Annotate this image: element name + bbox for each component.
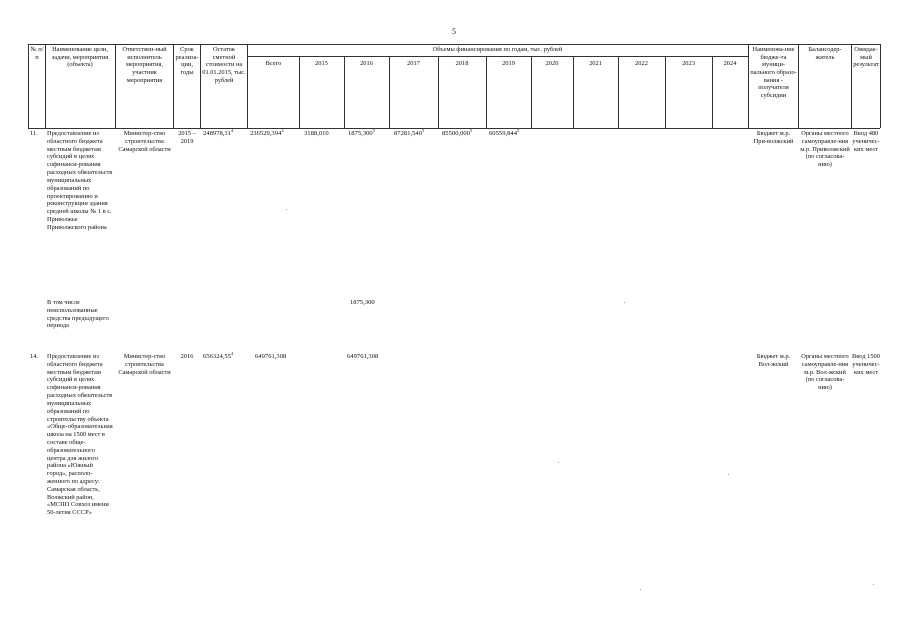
- scan-speck: [558, 462, 559, 463]
- header-year: 2019: [502, 60, 515, 67]
- row-2019: [489, 127, 520, 137]
- row-total: [250, 127, 284, 137]
- row-name: Предоставление из областного бюджета местным бюджетам субсидий в целях софинанси-рования расходных обязательств муниципальных образований по проектированию и реконструкции здания средней школы № 1 в с. Приволжье Приволжского района: [47, 130, 113, 231]
- row-term: 2016: [180, 353, 194, 360]
- header-name: Наименование цели, задачи, мероприятия (объекта): [51, 46, 109, 69]
- grid-line: [45, 44, 46, 128]
- row-holder: Органы местного самоуправле-ния м.р. Вол-жский (по согласова-нию): [801, 353, 849, 392]
- scan-speck: [640, 589, 641, 590]
- row-2019-value: 60559,844: [489, 130, 518, 137]
- row-2017-value: 87281,540: [394, 130, 423, 137]
- row-term: 2015 – 2019: [178, 130, 196, 145]
- row-num: 14.: [30, 353, 38, 360]
- row-num: 11.: [30, 130, 38, 137]
- grid-line: [748, 44, 749, 128]
- header-year: 2015: [315, 60, 328, 67]
- header-holder: Балансодер-жатель: [808, 46, 842, 61]
- grid-line: [28, 44, 880, 45]
- row-remainder-value: 248978,31: [203, 130, 232, 137]
- scan-speck: [286, 209, 287, 210]
- scan-speck: [728, 474, 729, 475]
- header-year: 2021: [589, 60, 602, 67]
- grid-line: [798, 44, 799, 128]
- row-total-value: 236529,394: [250, 130, 282, 137]
- header-result: Ожидае-мый результат: [853, 46, 879, 69]
- header-year: 2020: [545, 60, 559, 67]
- header-recipient: Наименова-ние бюдже-та муници-пального образо-вания - получателя субсидии: [750, 46, 797, 100]
- footnote-mark: 5: [470, 127, 473, 133]
- header-year: 2023: [682, 60, 695, 67]
- row-2015: 3188,010: [304, 130, 329, 137]
- row-executor: Министер-ство строительства Самарской области: [118, 353, 171, 376]
- row-holder: Органы местного самоуправле-ния м.р. Приволжский (по согласова-нию): [800, 130, 850, 169]
- footnote-mark: 4: [231, 350, 234, 356]
- funding-table: [28, 44, 880, 619]
- row-executor: Министер-ство строительства Самарской области: [118, 130, 171, 153]
- header-year: 2018: [455, 60, 469, 67]
- row-2016: 649761,308: [347, 353, 379, 360]
- footnote-mark: 5: [422, 127, 425, 133]
- scan-speck: [624, 302, 625, 303]
- row-recipient: Бюджет м.р. Вол-жский: [756, 353, 791, 368]
- grid-line: [880, 44, 881, 128]
- row-remainder-value: 656324,55: [203, 353, 232, 360]
- footnote-mark: 4: [231, 127, 234, 133]
- row-recipient: Бюджет м.р. При-волжский: [753, 130, 794, 145]
- header-year: 2016: [360, 60, 373, 67]
- header-total: Всего: [265, 60, 282, 67]
- subrow-name: В том числе неиспользованные средства предыдущего периода: [47, 299, 109, 330]
- grid-line: [200, 44, 201, 128]
- header-num: № п/п: [30, 46, 44, 61]
- scan-speck: [873, 584, 874, 585]
- row-result: Ввод 480 ученичес-ких мест: [852, 130, 880, 153]
- grid-line: [247, 56, 748, 57]
- row-name: Предоставление из областного бюджета местным бюджетам субсидий в целях софинанси-рования расходных обязательств муниципальных образований по строительству объекта «Обще-образовательная школа на 1500 мест в составе обще-образовательного центра для жилого района «Южный город», располо-женного по адресу: Самарская область, Волжский район, «МСПП Совхоз имени 50-летия СССР»: [47, 353, 113, 517]
- header-term: Срок реализа-ции, годы: [175, 46, 199, 77]
- page-number: 5: [452, 27, 456, 36]
- header-remainder: Остаток сметной стоимости на 01.01.2015, тыс. рублей: [202, 46, 246, 84]
- grid-line: [28, 128, 880, 129]
- footnote-mark: 2: [281, 127, 284, 133]
- header-executor: Ответствен-ный исполнитель мероприятия, участник мероприятия: [122, 46, 167, 84]
- row-2016-value: 1875,300: [348, 130, 373, 137]
- footnote-mark: 5: [517, 127, 520, 133]
- footnote-mark: 5: [372, 127, 375, 133]
- row-remainder: [203, 127, 234, 137]
- header-year: 2022: [635, 60, 648, 67]
- header-year: 2017: [407, 60, 420, 67]
- grid-line: [115, 44, 116, 128]
- subrow-2016: 1875,300: [350, 299, 375, 306]
- header-funding-group: Объемы финансирования по годам, тыс. рублей: [432, 46, 563, 53]
- row-result: Ввод 1500 ученичес-ких мест: [852, 353, 880, 376]
- row-remainder: [203, 350, 234, 360]
- row-2017: [394, 127, 425, 137]
- row-total: 649761,308: [255, 353, 287, 360]
- row-2018-value: 85500,000: [442, 130, 471, 137]
- row-2016: [348, 127, 375, 137]
- row-2018: [442, 127, 473, 137]
- header-year: 2024: [723, 60, 737, 67]
